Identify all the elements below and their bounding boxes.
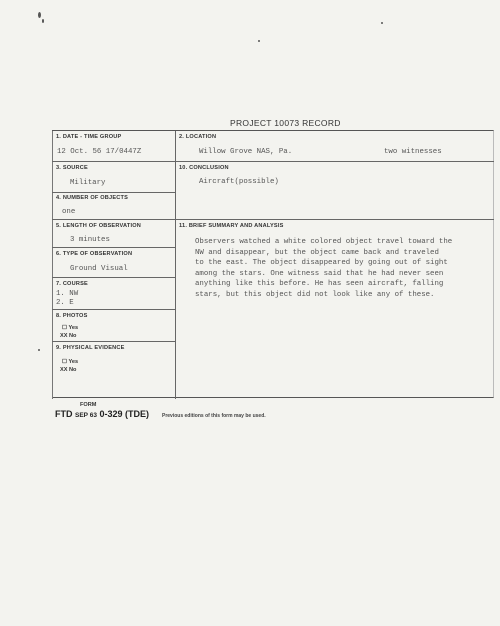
number-of-objects-value: one xyxy=(62,208,76,216)
summary-line: Observers watched a white colored object travel toward the xyxy=(195,238,453,246)
course-line: 2. E xyxy=(56,299,74,307)
location-label: 2. LOCATION xyxy=(179,134,217,140)
conclusion-label: 10. CONCLUSION xyxy=(179,165,229,171)
date-time-value: 12 Oct. 56 17/0447Z xyxy=(57,148,142,156)
form-edition-note: Previous editions of this form may be used. xyxy=(162,413,266,419)
physical-evidence-yes-checkbox: ☐ Yes xyxy=(62,359,79,365)
length-of-observation-value: 3 minutes xyxy=(70,236,110,244)
form-code xyxy=(55,409,149,419)
form-date: SEP 63 xyxy=(75,412,97,419)
photos-no-checkbox: XX No xyxy=(60,333,77,339)
form-left-border xyxy=(52,131,53,399)
conclusion-value: Aircraft(possible) xyxy=(199,178,279,186)
scan-speck xyxy=(38,12,41,18)
row-divider xyxy=(52,161,494,162)
source-value: Military xyxy=(70,179,106,187)
scan-speck xyxy=(381,22,383,24)
source-label: 3. SOURCE xyxy=(56,165,88,171)
scan-speck xyxy=(258,40,260,42)
page-title: PROJECT 10073 RECORD xyxy=(230,118,341,128)
summary-line: anything like this before. He has seen aircraft, falling xyxy=(195,280,444,288)
length-of-observation-label: 5. LENGTH OF OBSERVATION xyxy=(56,223,141,229)
photos-yes-checkbox: ☐ Yes xyxy=(62,325,79,331)
summary-line: NW and disappear, but the object came back and traveled xyxy=(195,248,439,257)
course-line: 1. NW xyxy=(56,290,79,298)
physical-evidence-no-checkbox: XX No xyxy=(60,367,77,373)
summary-label: 11. BRIEF SUMMARY AND ANALYSIS xyxy=(179,223,284,229)
location-value: Willow Grove NAS, Pa. xyxy=(199,148,293,156)
form-code-prefix: FTD xyxy=(55,409,73,419)
scan-speck xyxy=(38,349,40,351)
summary-line: to the east. The object disappeared by going out of sight xyxy=(195,259,448,267)
row-divider xyxy=(52,309,175,310)
record-form xyxy=(52,130,494,398)
type-of-observation-label: 6. TYPE OF OBSERVATION xyxy=(56,251,133,257)
date-time-label: 1. DATE - TIME GROUP xyxy=(56,134,122,140)
form-column-divider xyxy=(175,131,176,399)
form-number: 0-329 (TDE) xyxy=(99,409,149,419)
row-divider xyxy=(52,192,175,193)
type-of-observation-value: Ground Visual xyxy=(70,265,128,273)
row-divider xyxy=(52,247,175,248)
summary-line: among the stars. One witness said that he had never seen xyxy=(195,269,444,278)
witness-count: two witnesses xyxy=(384,148,442,156)
scan-speck xyxy=(42,19,44,23)
number-of-objects-label: 4. NUMBER OF OBJECTS xyxy=(56,195,129,201)
row-divider xyxy=(52,341,175,342)
form-label: FORM xyxy=(80,402,97,408)
summary-text xyxy=(195,237,490,300)
summary-line: stars, but this object did not look like any of these. xyxy=(195,290,435,299)
row-divider xyxy=(52,277,175,278)
physical-evidence-label: 9. PHYSICAL EVIDENCE xyxy=(56,345,125,351)
row-divider xyxy=(52,219,494,220)
course-label: 7. COURSE xyxy=(56,281,88,287)
photos-label: 8. PHOTOS xyxy=(56,313,88,319)
